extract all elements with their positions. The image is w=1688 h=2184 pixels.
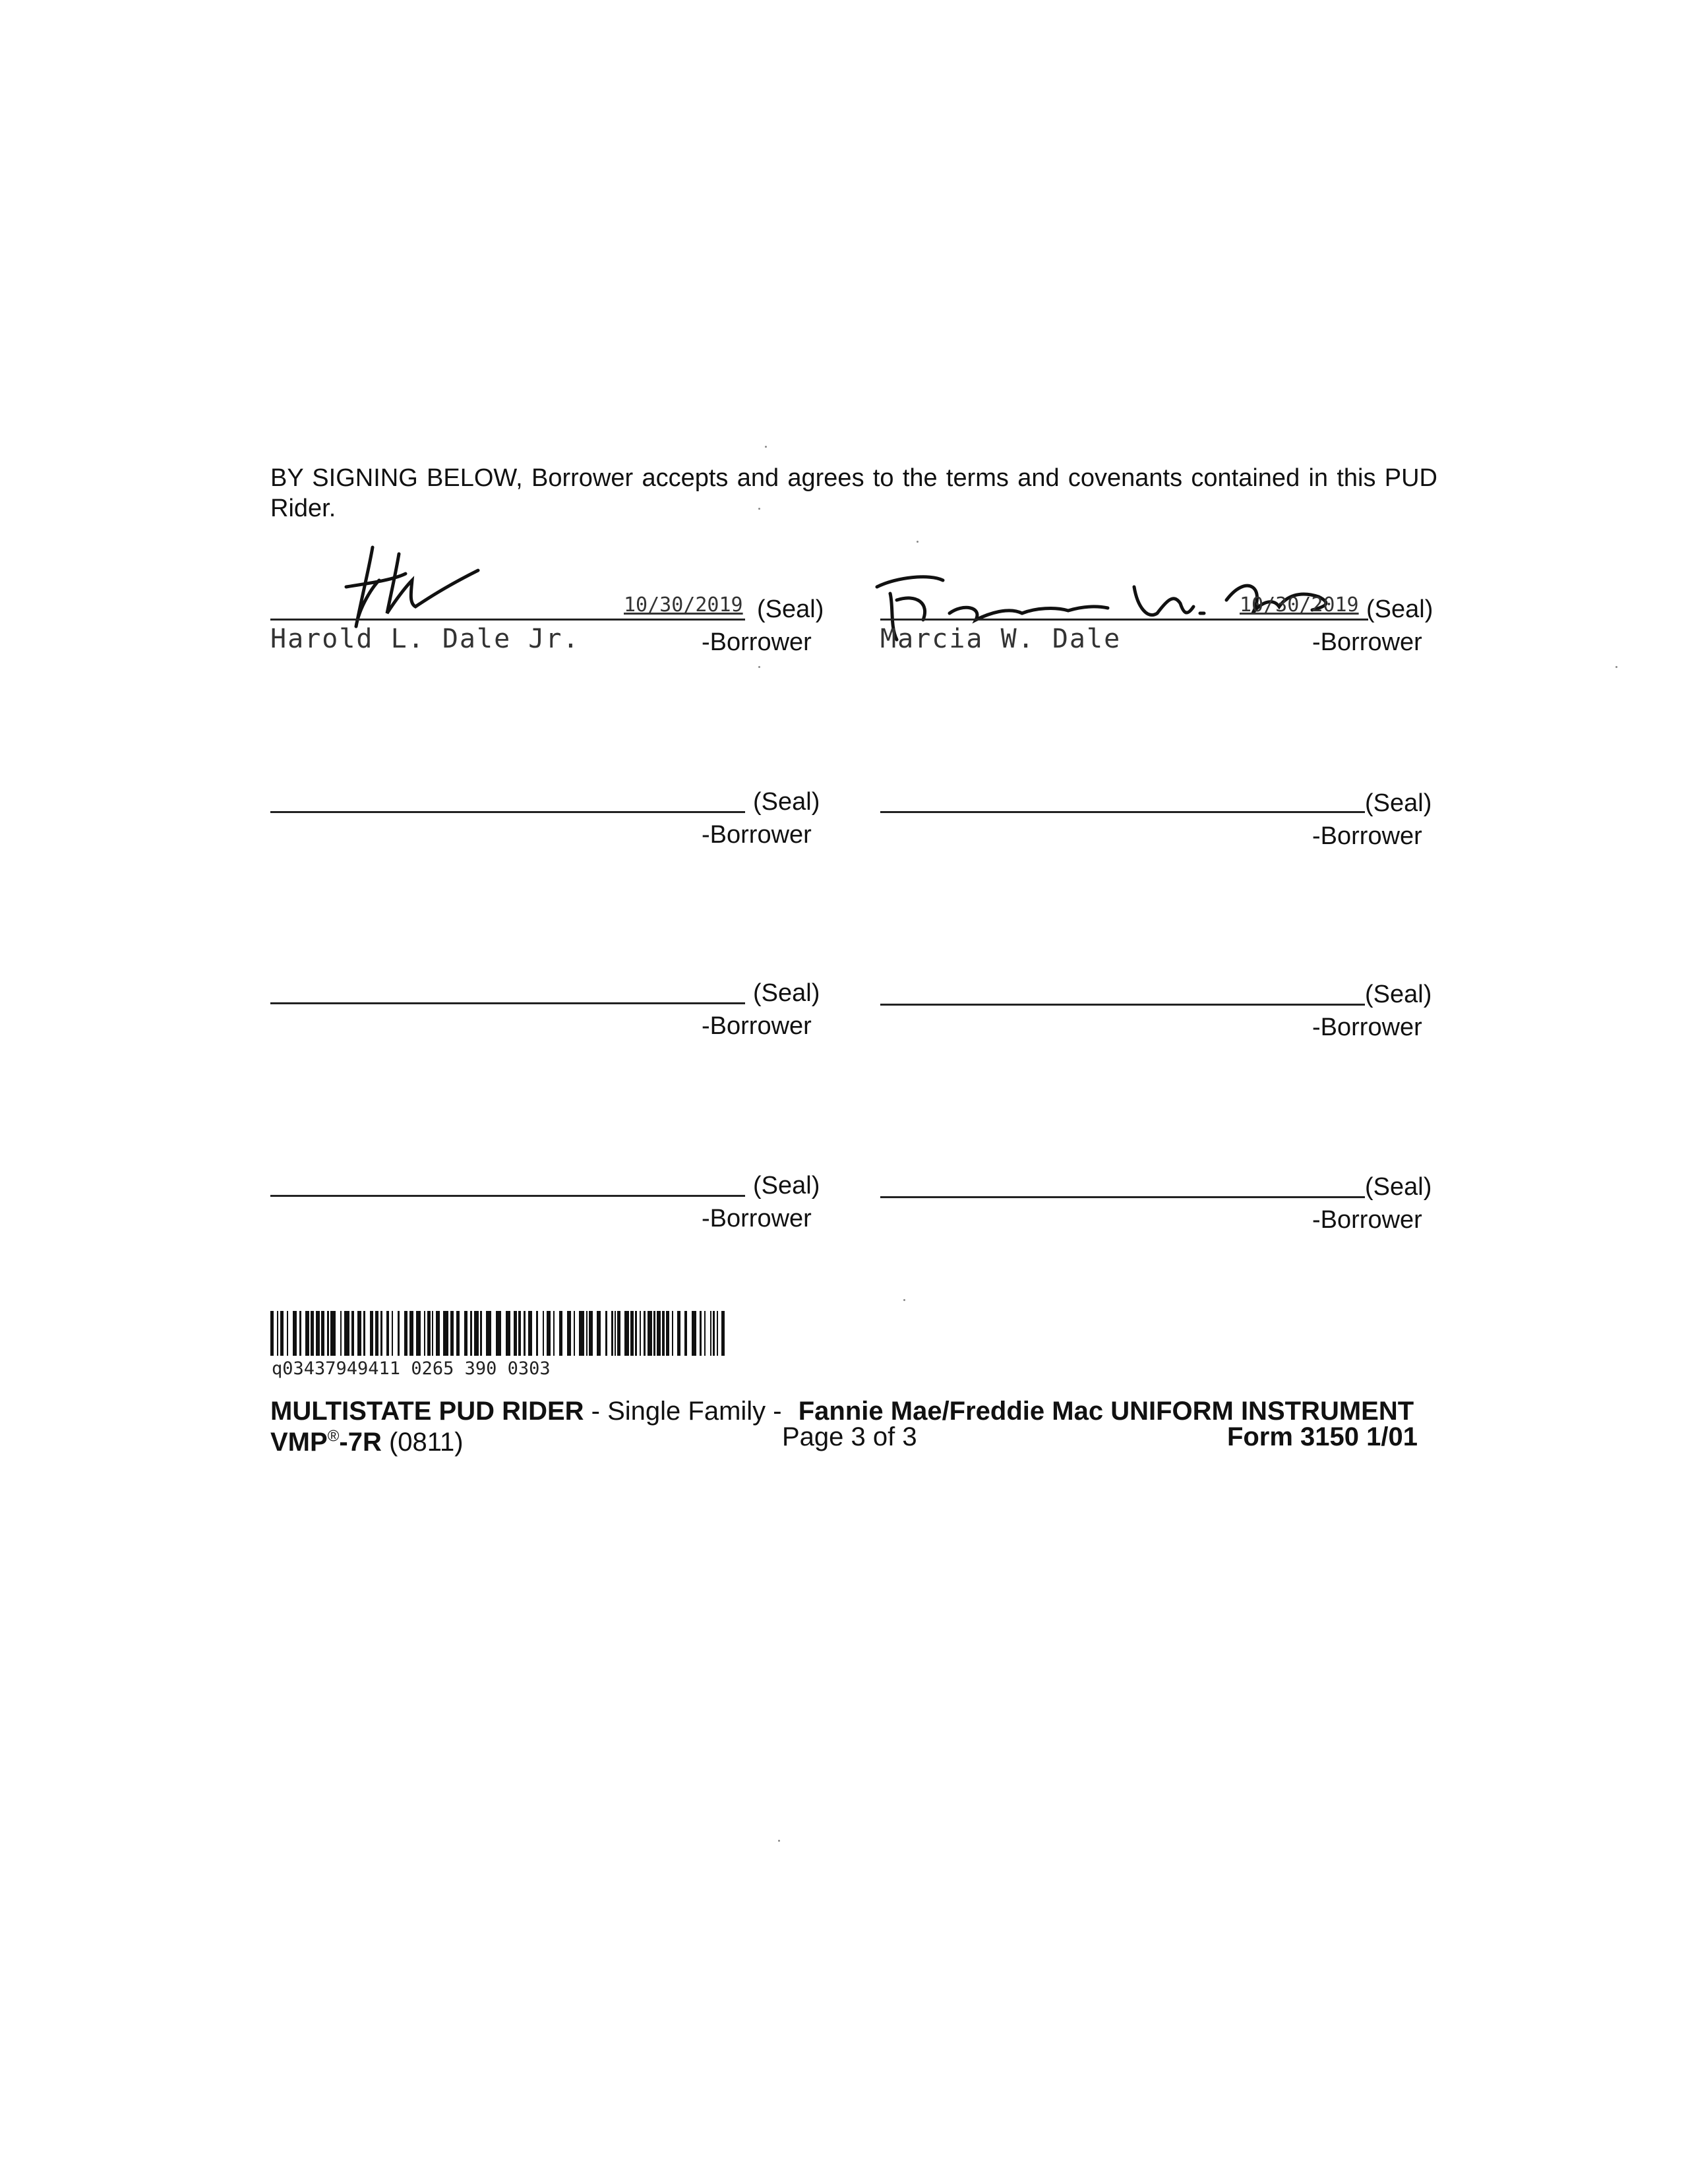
borrower-role-label: -Borrower xyxy=(1312,1014,1422,1041)
barcode-bar xyxy=(536,1311,538,1356)
barcode-bar xyxy=(506,1311,510,1356)
barcode-bar xyxy=(624,1311,629,1356)
barcode-bar xyxy=(398,1311,400,1356)
seal-label: (Seal) xyxy=(753,788,820,816)
barcode-bar xyxy=(316,1311,320,1356)
signature-line xyxy=(270,619,745,621)
vmp-code: VMP®-7R (0811) xyxy=(270,1428,464,1457)
barcode-bar xyxy=(450,1311,454,1356)
acknowledgement-text: BY SIGNING BELOW, Borrower accepts and agrees to the terms and covenants contained in this PUD Rider. xyxy=(270,464,1437,522)
barcode-bar xyxy=(640,1311,641,1356)
barcode-bar xyxy=(443,1311,448,1356)
signature-line xyxy=(270,1002,745,1004)
barcode-bar xyxy=(692,1311,696,1356)
scan-speck xyxy=(778,1840,780,1842)
barcode-bar xyxy=(370,1311,373,1356)
barcode-bar xyxy=(311,1311,314,1356)
barcode-bar xyxy=(427,1311,431,1356)
scan-speck xyxy=(1615,666,1617,668)
barcode-bar xyxy=(630,1311,634,1356)
barcode-bar xyxy=(386,1311,389,1356)
barcode-bar xyxy=(597,1311,601,1356)
seal-label: (Seal) xyxy=(1365,981,1432,1008)
seal-label: (Seal) xyxy=(753,979,820,1007)
barcode-bar xyxy=(496,1311,501,1356)
barcode-bar xyxy=(559,1311,562,1356)
barcode-bar xyxy=(293,1311,297,1356)
signature-line xyxy=(880,1196,1365,1198)
barcode-bar xyxy=(280,1311,284,1356)
page-number: Page 3 of 3 xyxy=(782,1422,917,1451)
signature-line xyxy=(880,811,1365,813)
barcode-bar xyxy=(436,1311,440,1356)
barcode-bar xyxy=(474,1311,479,1356)
seal-label: (Seal) xyxy=(1365,789,1432,817)
barcode-bar xyxy=(432,1311,433,1356)
barcode-bar xyxy=(567,1311,571,1356)
barcode-number: q03437949411 0265 390 0303 xyxy=(272,1358,551,1379)
barcode-bar xyxy=(635,1311,637,1356)
signature-line xyxy=(270,1195,745,1197)
barcode-bar xyxy=(287,1311,288,1356)
barcode-bar xyxy=(416,1311,421,1356)
barcode xyxy=(270,1311,732,1356)
barcode-bar xyxy=(456,1311,460,1356)
borrower-typed-name: Marcia W. Dale xyxy=(880,624,1122,654)
seal-label: (Seal) xyxy=(753,1172,820,1199)
barcode-bar xyxy=(617,1311,620,1356)
seal-label: (Seal) xyxy=(1365,1173,1432,1201)
barcode-bar xyxy=(605,1311,607,1356)
barcode-bar xyxy=(615,1311,616,1356)
barcode-bar xyxy=(340,1311,342,1356)
barcode-bar xyxy=(330,1311,336,1356)
barcode-bar xyxy=(299,1311,301,1356)
barcode-bar xyxy=(321,1311,324,1356)
barcode-bar xyxy=(518,1311,521,1356)
borrower-role-label: -Borrower xyxy=(702,1012,812,1040)
barcode-bar xyxy=(470,1311,472,1356)
scan-speck xyxy=(758,508,760,510)
borrower-typed-name: Harold L. Dale Jr. xyxy=(270,624,580,654)
barcode-bar xyxy=(392,1311,393,1356)
borrower-role-label: -Borrower xyxy=(702,821,812,849)
barcode-bar xyxy=(351,1311,354,1356)
form-subtitle: - Single Family - xyxy=(591,1397,782,1426)
barcode-bar xyxy=(270,1311,274,1356)
borrower-role-label: -Borrower xyxy=(1312,822,1422,850)
barcode-bar xyxy=(648,1311,652,1356)
barcode-bar xyxy=(653,1311,655,1356)
barcode-bar xyxy=(480,1311,482,1356)
barcode-bar xyxy=(528,1311,532,1356)
seal-label: (Seal) xyxy=(757,595,824,623)
signature-date: 10/30/2019 xyxy=(1240,593,1359,617)
barcode-bar xyxy=(464,1311,467,1356)
barcode-bar xyxy=(611,1311,613,1356)
barcode-bar xyxy=(717,1311,718,1356)
barcode-bar xyxy=(344,1311,349,1356)
barcode-bar xyxy=(704,1311,706,1356)
barcode-bar xyxy=(579,1311,584,1356)
borrower-role-label: -Borrower xyxy=(702,1205,812,1232)
barcode-bar xyxy=(543,1311,544,1356)
barcode-bar xyxy=(424,1311,425,1356)
barcode-bar xyxy=(305,1311,309,1356)
barcode-bar xyxy=(586,1311,588,1356)
signature-date: 10/30/2019 xyxy=(624,593,743,617)
barcode-bar xyxy=(710,1311,711,1356)
barcode-bar xyxy=(524,1311,526,1356)
barcode-bar xyxy=(662,1311,665,1356)
barcode-bar xyxy=(684,1311,687,1356)
scan-speck xyxy=(765,446,767,448)
seal-label: (Seal) xyxy=(1366,595,1433,623)
barcode-bar xyxy=(380,1311,382,1356)
signature-line xyxy=(880,619,1368,621)
barcode-bar xyxy=(644,1311,646,1356)
barcode-bar xyxy=(277,1311,278,1356)
barcode-bar xyxy=(375,1311,378,1356)
barcode-bar xyxy=(672,1311,673,1356)
form-title-line xyxy=(270,1397,1414,1426)
form-number: Form 3150 1/01 xyxy=(1226,1422,1418,1451)
scan-speck xyxy=(917,541,919,543)
form-title: MULTISTATE PUD RIDER xyxy=(270,1397,584,1426)
borrower-role-label: -Borrower xyxy=(1312,1206,1422,1234)
barcode-bar xyxy=(677,1311,680,1356)
barcode-bar xyxy=(589,1311,593,1356)
barcode-bar xyxy=(409,1311,413,1356)
form-info-line xyxy=(270,1422,1418,1457)
barcode-bar xyxy=(486,1311,491,1356)
barcode-bar xyxy=(514,1311,517,1356)
barcode-bar xyxy=(327,1311,329,1356)
barcode-bar xyxy=(700,1311,702,1356)
borrower-role-label: -Borrower xyxy=(1312,628,1422,656)
barcode-bar xyxy=(553,1311,555,1356)
signature-line xyxy=(270,811,745,813)
barcode-bar xyxy=(363,1311,365,1356)
barcode-bar xyxy=(574,1311,575,1356)
barcode-bar xyxy=(357,1311,361,1356)
barcode-bar xyxy=(666,1311,669,1356)
barcode-bar xyxy=(404,1311,407,1356)
scan-speck xyxy=(903,1299,905,1301)
borrower-role-label: -Borrower xyxy=(702,628,812,656)
uniform-instrument-label: Fannie Mae/Freddie Mac UNIFORM INSTRUMENT xyxy=(798,1397,1414,1426)
barcode-bar xyxy=(721,1311,725,1356)
barcode-bar xyxy=(547,1311,551,1356)
signature-line xyxy=(880,1004,1365,1006)
scan-speck xyxy=(758,666,760,668)
barcode-bar xyxy=(657,1311,661,1356)
barcode-bar xyxy=(713,1311,715,1356)
